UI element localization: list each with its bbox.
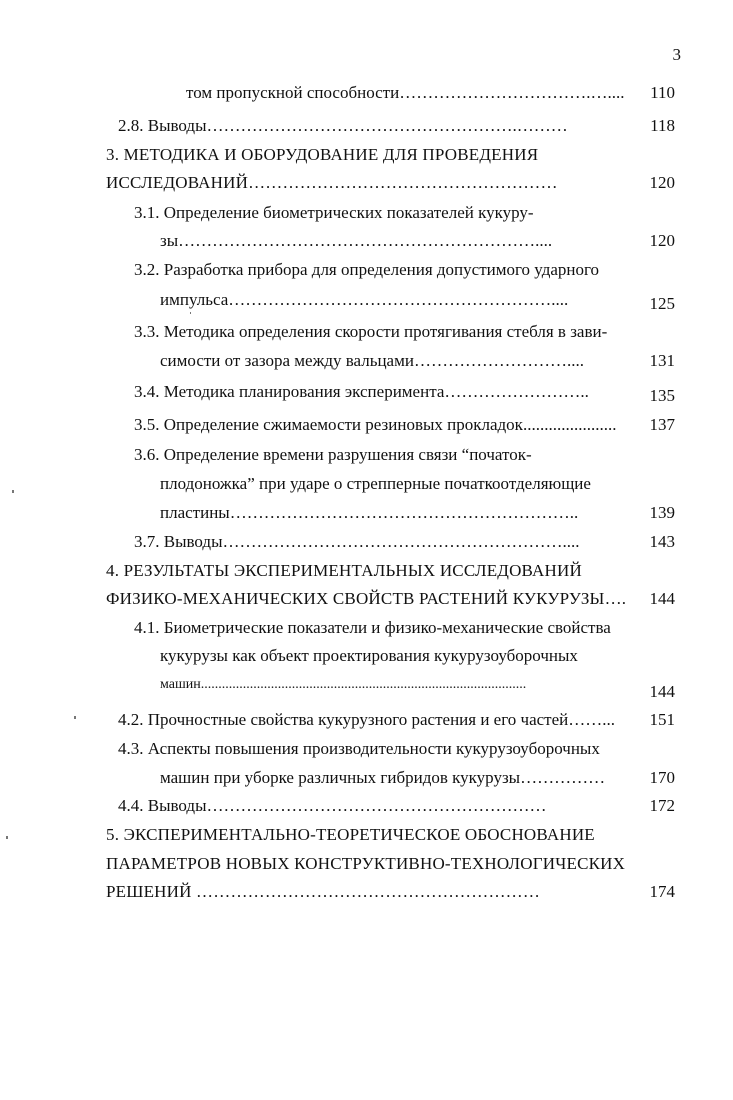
toc-entry-line: 4.1. Биометрические показатели и физико-механические свойства: [134, 618, 611, 637]
toc-entry-line: пластины……………………………………………………..: [160, 503, 579, 522]
toc-section-heading: РЕШЕНИЙ ……………………………………………………: [106, 882, 541, 901]
toc-entry-line: 3.4. Методика планирования эксперимента……………………..: [134, 382, 589, 401]
toc-page-number: 172: [649, 796, 675, 815]
toc-page-number: 120: [649, 231, 675, 250]
toc-entry-line: импульса…………………………………………………....: [160, 290, 569, 309]
scan-speck: [12, 490, 14, 493]
toc-entry-line: том пропускной способности…………………………….…....: [186, 83, 625, 102]
toc-page-number: 144: [649, 589, 675, 608]
toc-entry-line: зы………………………………………………………....: [160, 231, 553, 250]
toc-page-number: 139: [649, 503, 675, 522]
toc-entry-line: 3.3. Методика определения скорости протягивания стебля в зави-: [134, 322, 608, 341]
toc-section-heading: 3. МЕТОДИКА И ОБОРУДОВАНИЕ ДЛЯ ПРОВЕДЕНИЯ: [106, 145, 539, 164]
toc-entry-line: машин при уборке различных гибридов кукурузы……………: [160, 768, 606, 787]
toc-page-number: 170: [649, 768, 675, 787]
toc-entry-line: 2.8. Выводы……………………………………………….………: [118, 116, 568, 135]
toc-page-number: 137: [649, 415, 675, 434]
toc-entry-line: кукурузы как объект проектирования кукурузоуборочных: [160, 646, 578, 665]
toc-page-number: 131: [649, 351, 675, 370]
toc-entry-line: 3.5. Определение сжимаемости резиновых прокладок......................: [134, 415, 617, 434]
toc-page-number: 135: [649, 386, 675, 405]
toc-entry-line: 3.2. Разработка прибора для определения допустимого ударного: [134, 260, 600, 279]
toc-entry-line: 4.4. Выводы……………………………………………………: [118, 796, 547, 815]
toc-section-heading: 4. РЕЗУЛЬТАТЫ ЭКСПЕРИМЕНТАЛЬНЫХ ИССЛЕДОВАНИЙ: [106, 561, 582, 580]
toc-section-heading: ИССЛЕДОВАНИЙ………………………………………………: [106, 173, 558, 192]
toc-page-number: 174: [649, 882, 675, 901]
scan-speck: [190, 312, 191, 314]
toc-entry-line: 4.3. Аспекты повышения производительности кукурузоуборочных: [118, 739, 600, 758]
toc-entry-line: плодоножка” при ударе о стрепперные початкоотделяющие: [160, 474, 591, 493]
toc-page-number: 151: [649, 710, 675, 729]
toc-entry-line: 3.7. Выводы……………………………………………………....: [134, 532, 580, 551]
toc-entry-line: 4.2. Прочностные свойства кукурузного растения и его частей……...: [118, 710, 615, 729]
page-number: 3: [672, 45, 681, 64]
toc-entry-line: 3.6. Определение времени разрушения связи “початок-: [134, 445, 532, 464]
toc-page-number: 120: [649, 173, 675, 192]
toc-section-heading: ПАРАМЕТРОВ НОВЫХ КОНСТРУКТИВНО-ТЕХНОЛОГИЧЕСКИХ: [106, 854, 626, 873]
toc-page-number: 110: [650, 83, 675, 102]
toc-page-number: 118: [650, 116, 675, 135]
toc-page-number: 125: [649, 294, 675, 313]
toc-page-number: 144: [649, 682, 675, 701]
toc-entry-line: 3.1. Определение биометрических показателей кукуру-: [134, 203, 534, 222]
scan-speck: [6, 836, 8, 839]
toc-section-heading: ФИЗИКО-МЕХАНИЧЕСКИХ СВОЙСТВ РАСТЕНИЙ КУКУРУЗЫ….: [106, 589, 627, 608]
scan-speck: [74, 716, 76, 719]
toc-section-heading: 5. ЭКСПЕРИМЕНТАЛЬНО-ТЕОРЕТИЧЕСКОЕ ОБОСНОВАНИЕ: [106, 825, 595, 844]
toc-page-number: 143: [649, 532, 675, 551]
toc-entry-line: машин.............................................................................................: [160, 677, 527, 692]
toc-entry-line: симости от зазора между вальцами………………………....: [160, 351, 584, 370]
